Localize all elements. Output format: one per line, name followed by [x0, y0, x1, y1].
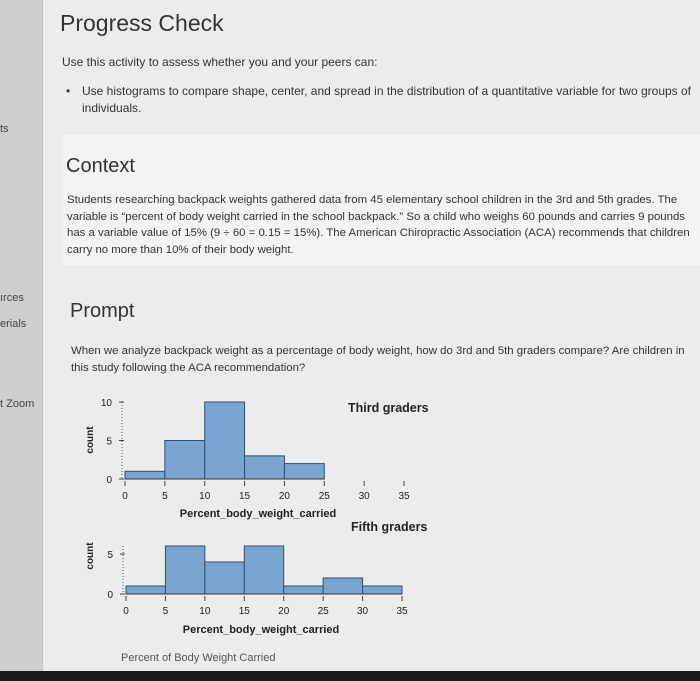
histogram-third-graders — [85, 398, 429, 520]
page-title: Progress Check — [60, 10, 224, 36]
histogram-bar — [165, 441, 205, 480]
x-tick-label: 20 — [278, 606, 290, 617]
x-tick-label: 30 — [357, 606, 369, 617]
chart-title: Third graders — [348, 401, 429, 415]
context-heading: Context — [66, 155, 135, 177]
bullet-dot-icon: • — [66, 84, 71, 98]
y-tick-label: 5 — [106, 436, 112, 448]
histogram-bar — [244, 546, 283, 594]
context-text: Students researching backpack weights gathered data from 45 elementary school children in the 3rd and 5th grades. The variable is “percent of body weight carried in the school backpack.” So a child who weighs 60 pounds and carries 9 pounds has a variable value of 15% (9 ÷ 60 = 0.15 = 15%). The American Chiropractic Association (ACA) recommends that children carry no more than 10% of their body weight. — [67, 194, 690, 256]
intro-text: Use this activity to assess whether you and your peers can: — [62, 55, 378, 69]
x-tick-label: 0 — [122, 491, 128, 502]
histogram-bar — [205, 402, 245, 479]
x-axis-label: Percent_body_weight_carried — [182, 624, 340, 636]
x-tick-label: 10 — [199, 491, 211, 502]
histogram-bar — [363, 586, 402, 594]
x-tick-label: 35 — [398, 491, 410, 502]
y-axis-label: count — [85, 542, 96, 570]
x-tick-label: 10 — [199, 606, 211, 617]
y-axis-label: count — [85, 426, 96, 454]
histogram-bar — [126, 586, 165, 594]
x-tick-label: 35 — [396, 606, 408, 617]
histogram-bar — [284, 586, 323, 594]
x-tick-label: 30 — [358, 491, 370, 502]
histogram-bar — [245, 456, 285, 479]
y-tick-label: 0 — [106, 475, 112, 486]
histogram-bar — [323, 578, 362, 594]
prompt-text: When we analyze backpack weight as a percentage of body weight, how do 3rd and 5th graders compare? Are children in this study following the ACA recommendation? — [71, 345, 685, 374]
x-tick-label: 15 — [238, 606, 250, 617]
chart-caption: Percent of Body Weight Carried — [121, 652, 276, 664]
screen-bottom-edge — [0, 671, 700, 681]
histogram-fifth-graders — [85, 520, 427, 636]
sidebar — [0, 0, 43, 681]
sidebar-item-label[interactable]: ırces — [0, 292, 24, 304]
histograms-svg — [43, 0, 700, 681]
x-tick-label: 25 — [317, 606, 329, 617]
histogram-bar — [125, 471, 165, 479]
y-tick-label: 10 — [100, 398, 112, 409]
y-tick-label: 0 — [107, 590, 113, 601]
x-tick-label: 25 — [318, 491, 330, 502]
x-tick-label: 20 — [278, 491, 290, 502]
x-tick-label: 5 — [162, 491, 168, 502]
x-tick-label: 15 — [239, 491, 251, 502]
histogram-bar — [205, 562, 244, 594]
sidebar-item-label[interactable]: ts — [0, 123, 9, 135]
sidebar-item-zoom[interactable]: t Zoom — [0, 398, 35, 410]
sidebar-item-label[interactable]: erials — [0, 318, 27, 330]
chart-title: Fifth graders — [351, 520, 428, 534]
x-axis-label: Percent_body_weight_carried — [179, 508, 337, 520]
histogram-bar — [284, 464, 324, 479]
y-tick-label: 5 — [107, 550, 113, 561]
main-content — [43, 0, 700, 681]
x-tick-label: 5 — [162, 606, 169, 617]
prompt-heading: Prompt — [70, 300, 135, 322]
x-tick-label: 0 — [123, 606, 129, 617]
bullet-text: Use histograms to compare shape, center, and spread in the distribution of a quantitative variable for two groups of individuals. — [82, 84, 692, 115]
histogram-bar — [165, 546, 204, 594]
